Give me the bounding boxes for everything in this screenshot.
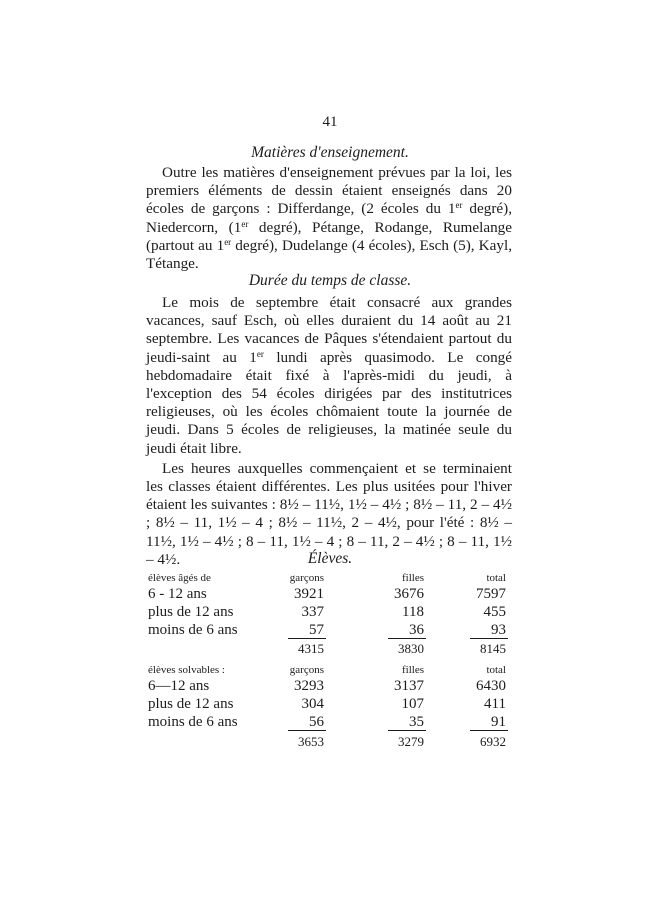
paragraph-vacances: Le mois de septembre était consacré aux grandes vacances, sauf Esch, où elles duraient du 14 août au 21 septembre. Les vacances de Pâques s'étendaient partout du jeudi-saint au 1er lundi après quasimodo. Le congé hebdomadaire était fixé à l'après-midi du jeudi, à l'exception des 54 écoles dirigées par des institutrices religieuses, où les écoles chômaient toute la journée de jeudi. Dans 5 écoles de religieuses, la matinée seule du jeudi était libre. [146,294,512,457]
table-totals: 3653 3279 6932 [298,734,506,749]
heading-duree: Durée du temps de classe. [248,272,412,289]
table-totals: 4315 3830 8145 [298,641,506,656]
paragraph-block-matieres [146,164,512,273]
sum-rule [288,638,326,639]
sum-rule [388,638,426,639]
sum-rule [470,730,508,731]
sum-rule [470,638,508,639]
table-row: plus de 12 ans 304 107 411 [148,696,506,712]
paragraph-matieres: Outre les matières d'enseignement prévues par la loi, les premiers éléments de dessin étaient enseignés dans 20 écoles de garçons : Differdange, (2 écoles du 1er degré), Niedercorn, (1er degré), Pétange, Rodange, Rumelange (partout au 1er degré), Dudelange (4 écoles), Esch (5), Kayl, Tétange. [146,164,512,273]
page-number: 41 [322,114,338,130]
heading-matieres: Matières d'enseignement. [251,144,409,161]
table-row: 6 - 12 ans 3921 3676 7597 [148,586,506,602]
table-header: élèves solvables : garçons filles total [148,664,506,676]
table-row: 6—12 ans 3293 3137 6430 [148,678,506,694]
table-row: plus de 12 ans 337 118 455 [148,604,506,620]
sum-rule [388,730,426,731]
table-header: élèves âgés de garçons filles total [148,572,506,584]
heading-eleves: Élèves. [307,550,353,567]
sum-rule [288,730,326,731]
table-row: moins de 6 ans 56 35 91 [148,714,506,730]
table-row: moins de 6 ans 57 36 93 [148,622,506,638]
paragraph-heures: Les heures auxquelles commençaient et se terminaient les classes étaient différentes. Les plus usitées pour l'hiver étaient les suivantes : 8½ – 11½, 1½ – 4½ ; 8½ – 11, 2 – 4½ ; 8½ – 11, 1½ – 4 ; 8½ – 11½, 2 – 4½, pour l'été : 8½ – 11½, 1½ – 4½ ; 8 – 11, 1½ – 4 ; 8 – 11, 2 – 4½ ; 8 – 11, 1½ – 4½. [146,459,512,568]
paragraph-block-duree [146,294,512,569]
